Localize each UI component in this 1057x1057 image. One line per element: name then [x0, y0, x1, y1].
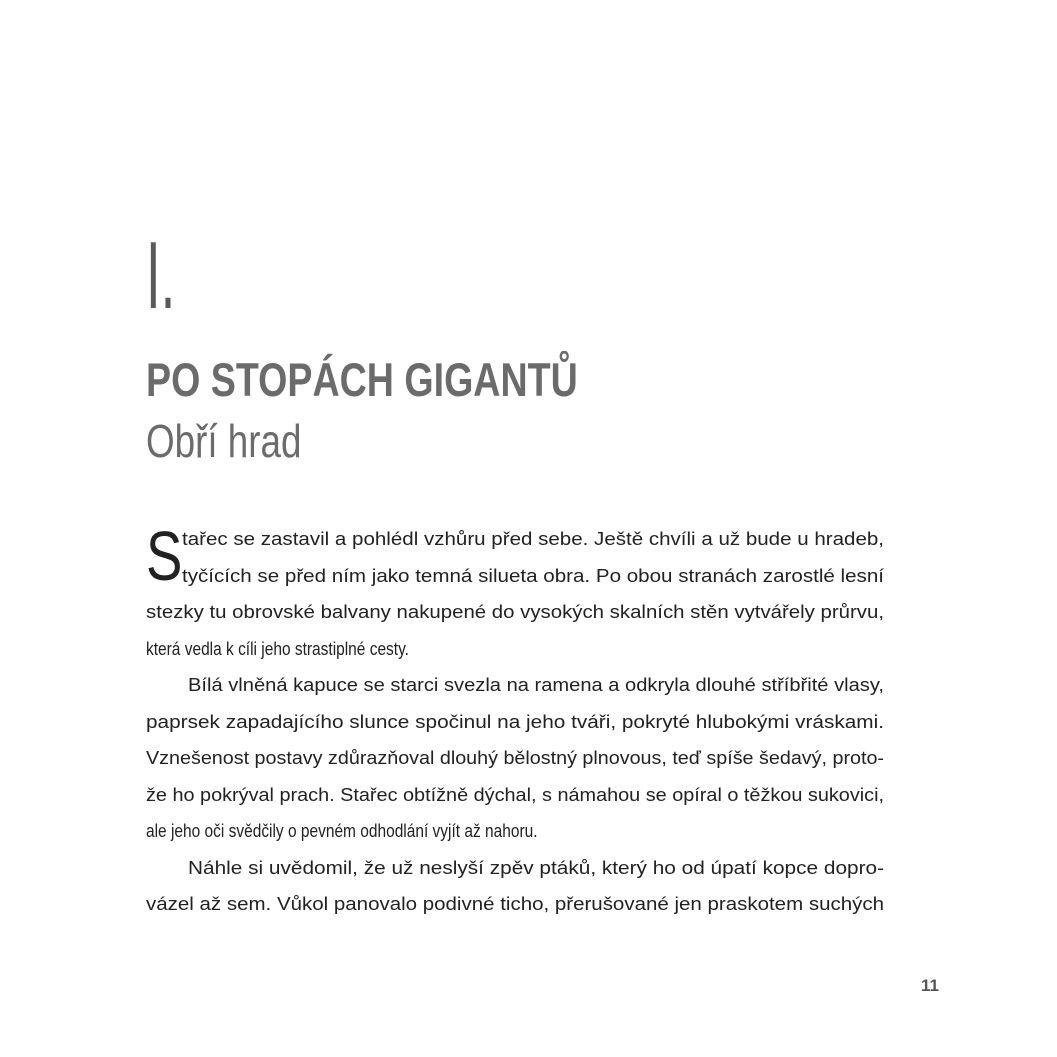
text-line-content: ale jeho oči svědčily o pevném odhodlání vyjít až nahoru. — [146, 821, 538, 841]
chapter-subtitle: Obří hrad — [146, 415, 302, 467]
text-line-content: tyčících se před ním jako temná silueta obra. Po obou stranách zarostlé lesní — [182, 565, 884, 586]
text-line-content: která vedla k cíli jeho strastiplné cesty. — [146, 638, 409, 659]
text-line — [146, 886, 884, 923]
text-line — [146, 558, 884, 595]
text-line — [146, 594, 884, 631]
text-line-content: stezky tu obrovské balvany nakupené do vysokých skalních stěn vytvářely průrvu, — [146, 602, 884, 622]
text-line-content: paprsek zapadajícího slunce spočinul na jeho tváři, pokryté hlubokými vráskami. — [146, 711, 884, 732]
text-line-content: Vznešenost postavy zdůrazňoval dlouhý bělostný plnovous, teď spíše šedavý, proto- — [146, 748, 884, 768]
text-line — [146, 704, 884, 741]
chapter-numeral: I. — [146, 222, 176, 329]
text-line — [146, 667, 884, 704]
text-line-content: tařec se zastavil a pohlédl vzhůru před sebe. Ještě chvíli a už bude u hradeb, — [182, 529, 884, 549]
drop-cap: S — [146, 517, 183, 595]
text-line — [146, 740, 884, 777]
text-line — [146, 777, 884, 814]
text-line-content: Náhle si uvědomil, že už neslyší zpěv ptáků, který ho od úpatí kopce dopro- — [188, 857, 884, 878]
text-line-content: Bílá vlněná kapuce se starci svezla na ramena a odkryla dlouhé stříbřité vlasy, — [188, 675, 884, 695]
text-line-content: že ho pokrýval prach. Stařec obtížně dýchal, s námahou se opíral o těžkou sukovici, — [146, 784, 884, 805]
text-line — [146, 631, 884, 668]
text-line-content: vázel až sem. Vůkol panovalo podivné ticho, přerušované jen praskotem suchých — [146, 894, 884, 914]
text-line — [146, 850, 884, 887]
chapter-title: PO STOPÁCH GIGANTŮ — [146, 353, 578, 406]
body-text — [146, 517, 884, 923]
text-line — [146, 813, 884, 850]
page-number: 11 — [921, 976, 939, 995]
text-line — [146, 521, 884, 558]
